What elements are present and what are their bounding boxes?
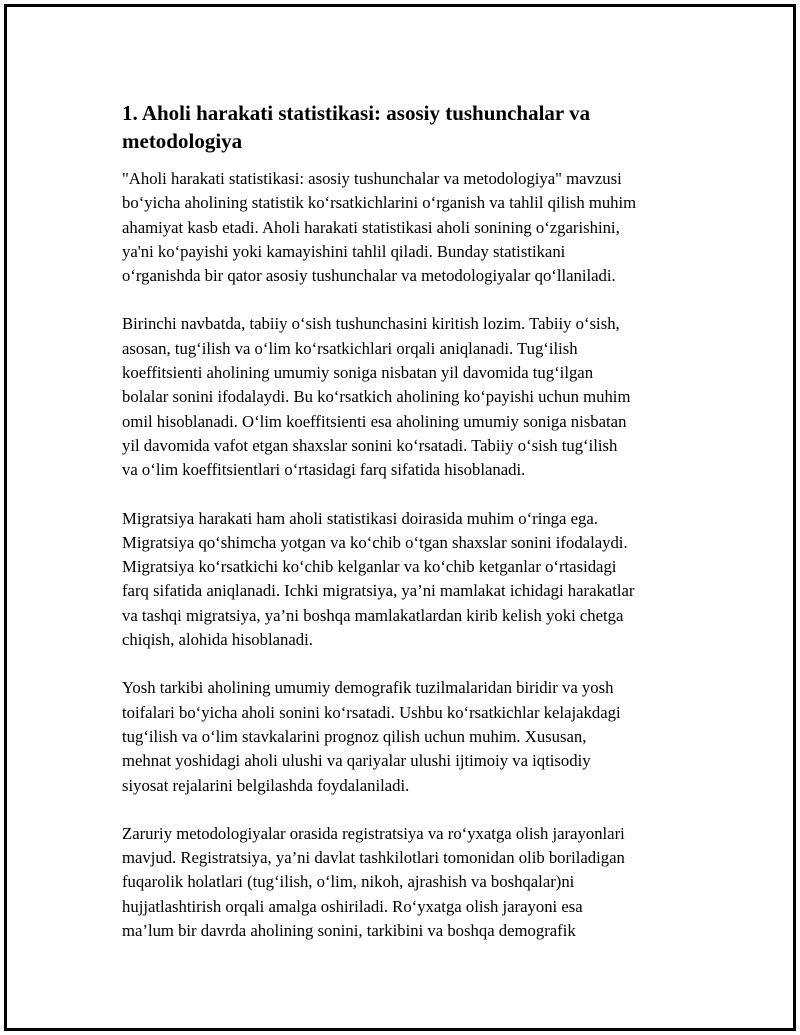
- text-line: "Aholi harakati statistikasi: asosiy tushunchalar va metodologiya" mavzusi: [122, 169, 622, 188]
- text-line: ahamiyat kasb etadi. Aholi harakati statistikasi aholi sonining o‘zgarishini,: [122, 217, 620, 237]
- paragraph-natural-growth: [122, 312, 702, 482]
- section-heading: [122, 99, 702, 155]
- text-line: Birinchi navbatda, tabiiy o‘sish tushunchasini kiritish lozim. Tabiiy o‘sish,: [122, 314, 620, 334]
- paragraph-age-structure: [122, 676, 702, 797]
- paragraph-intro: [122, 167, 702, 288]
- heading-line: metodologiya: [122, 129, 243, 153]
- text-line: va o‘lim koeffitsientlari o‘rtasidagi farq sifatida hisoblanadi.: [122, 460, 526, 480]
- document-body: [122, 99, 702, 967]
- text-line: ma’lum bir davrda aholining sonini, tarkibini va boshqa demografik: [122, 921, 576, 941]
- heading-line: 1. Aholi harakati statistikasi: asosiy tushunchalar va: [122, 101, 591, 125]
- text-line: Migratsiya ko‘rsatkichi ko‘chib kelganlar va ko‘chib ketganlar o‘rtasidagi: [122, 557, 617, 577]
- text-line: o‘rganishda bir qator asosiy tushunchalar va metodologiyalar qo‘llaniladi.: [122, 266, 616, 286]
- text-line: tug‘ilish va o‘lim stavkalarini prognoz qilish uchun muhim. Xususan,: [122, 726, 587, 746]
- text-line: farq sifatida aniqlanadi. Ichki migratsiya, ya’ni mamlakat ichidagi harakatlar: [122, 581, 635, 601]
- text-line: omil hisoblanadi. O‘lim koeffitsienti esa aholining umumiy soniga nisbatan: [122, 411, 627, 431]
- text-line: bolalar sonini ifodalaydi. Bu ko‘rsatkich aholining ko‘payishi uchun muhim: [122, 387, 631, 407]
- text-line: fuqarolik holatlari (tug‘ilish, o‘lim, nikoh, ajrashish va boshqalar)ni: [122, 872, 575, 892]
- text-line: Yosh tarkibi aholining umumiy demografik tuzilmalaridan biridir va yosh: [122, 678, 614, 698]
- text-line: koeffitsienti aholining umumiy soniga nisbatan yil davomida tug‘ilgan: [122, 363, 594, 383]
- text-line: yil davomida vafot etgan shaxslar sonini ko‘rsatadi. Tabiiy o‘sish tug‘ilish: [122, 435, 618, 455]
- text-line: va tashqi migratsiya, ya’ni boshqa mamlakatlardan kirib kelish yoki chetga: [122, 605, 624, 625]
- page-frame: [4, 4, 796, 1031]
- text-line: asosan, tug‘ilish va o‘lim ko‘rsatkichlari orqali aniqlanadi. Tug‘ilish: [122, 338, 578, 358]
- text-line: Migratsiya qo‘shimcha yotgan va ko‘chib o‘tgan shaxslar sonini ifodalaydi.: [122, 532, 628, 552]
- paragraph-migration: [122, 507, 702, 653]
- paragraph-methodology: [122, 822, 702, 943]
- text-line: bo‘yicha aholining statistik ko‘rsatkichlarini o‘rganish va tahlil qilish muhim: [122, 193, 637, 213]
- text-line: Zaruriy metodologiyalar orasida registratsiya va ro‘yxatga olish jarayonlari: [122, 823, 625, 843]
- text-line: ya'ni ko‘payishi yoki kamayishini tahlil qiladi. Bunday statistikani: [122, 241, 566, 261]
- text-line: hujjatlashtirish orqali amalga oshiriladi. Ro‘yxatga olish jarayoni esa: [122, 896, 583, 916]
- text-line: mehnat yoshidagi aholi ulushi va qariyalar ulushi ijtimoiy va iqtisodiy: [122, 751, 591, 771]
- text-line: siyosat rejalarini belgilashda foydalaniladi.: [122, 775, 410, 795]
- text-line: Migratsiya harakati ham aholi statistikasi doirasida muhim o‘ringa ega.: [122, 508, 598, 528]
- text-line: toifalari bo‘yicha aholi sonini ko‘rsatadi. Ushbu ko‘rsatkichlar kelajakdagi: [122, 702, 621, 722]
- text-line: mavjud. Registratsiya, ya’ni davlat tashkilotlari tomonidan olib boriladigan: [122, 848, 625, 868]
- text-line: chiqish, alohida hisoblanadi.: [122, 630, 313, 650]
